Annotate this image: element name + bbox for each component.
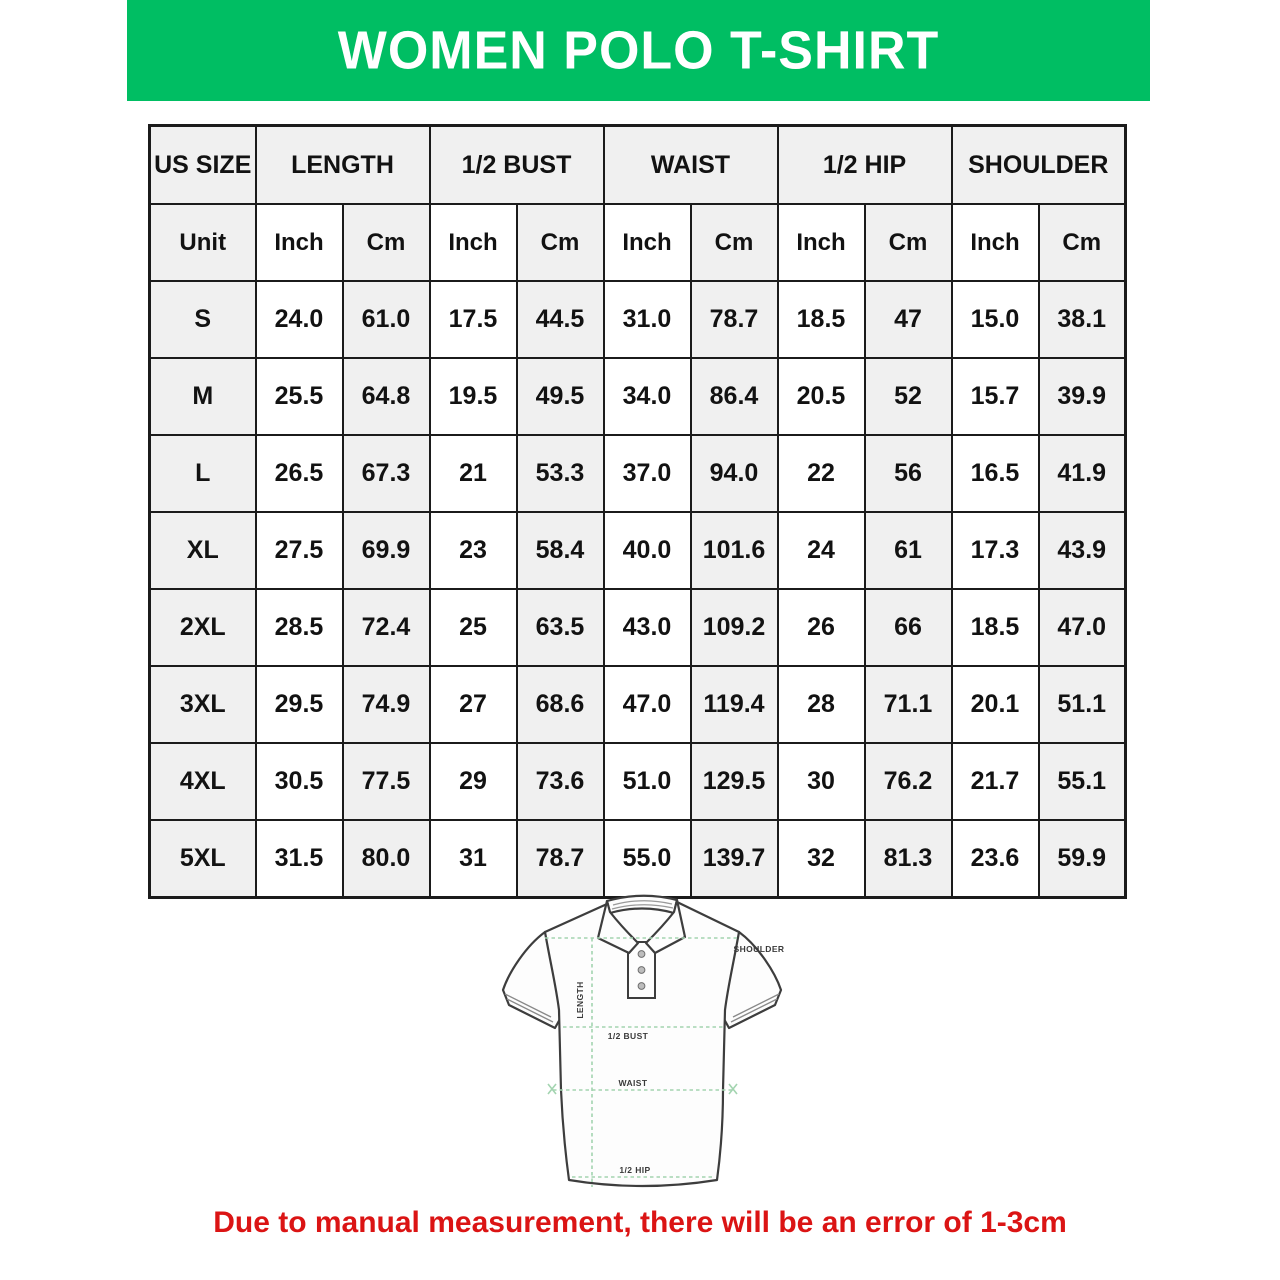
unit-header-cell: Cm [517, 204, 604, 281]
measurement-cell: 94.0 [691, 435, 778, 512]
measurement-cell: 72.4 [343, 589, 430, 666]
measurement-cell: 26.5 [256, 435, 343, 512]
measurement-cell: 47 [865, 281, 952, 358]
measurement-cell: 73.6 [517, 743, 604, 820]
measurement-cell: 31 [430, 820, 517, 898]
column-group-header: WAIST [604, 126, 778, 205]
unit-header-cell: Cm [865, 204, 952, 281]
shoulder-label: SHOULDER [733, 944, 785, 954]
unit-header-row [150, 204, 1126, 281]
measurement-cell: 30 [778, 743, 865, 820]
table-row [150, 666, 1126, 743]
column-group-header: 1/2 BUST [430, 126, 604, 205]
unit-header-cell: Cm [343, 204, 430, 281]
measurement-cell: 24.0 [256, 281, 343, 358]
measurement-cell: 23 [430, 512, 517, 589]
table-row [150, 281, 1126, 358]
size-label-cell: S [150, 281, 256, 358]
unit-header-cell: Cm [691, 204, 778, 281]
disclaimer-text: Due to manual measurement, there will be an error of 1-3cm [213, 1206, 1067, 1239]
measurement-cell: 16.5 [952, 435, 1039, 512]
measurement-cell: 21 [430, 435, 517, 512]
measurement-cell: 34.0 [604, 358, 691, 435]
measurement-cell: 27 [430, 666, 517, 743]
unit-header-cell: Inch [256, 204, 343, 281]
measurement-cell: 41.9 [1039, 435, 1126, 512]
measurement-cell: 55.1 [1039, 743, 1126, 820]
measurement-cell: 51.1 [1039, 666, 1126, 743]
bust-label: 1/2 BUST [607, 1031, 649, 1041]
size-chart-head [150, 126, 1126, 282]
measurement-cell: 15.0 [952, 281, 1039, 358]
measurement-cell: 71.1 [865, 666, 952, 743]
unit-header-cell: Inch [430, 204, 517, 281]
button [638, 967, 645, 974]
measurement-cell: 24 [778, 512, 865, 589]
measurement-cell: 53.3 [517, 435, 604, 512]
measurement-cell: 77.5 [343, 743, 430, 820]
measurement-cell: 63.5 [517, 589, 604, 666]
measurement-cell: 29 [430, 743, 517, 820]
size-label-cell: M [150, 358, 256, 435]
polo-shirt-diagram [495, 886, 805, 1198]
unit-header-cell: Inch [604, 204, 691, 281]
unit-header-cell: Inch [952, 204, 1039, 281]
measurement-cell: 43.0 [604, 589, 691, 666]
size-label-cell: 5XL [150, 820, 256, 898]
measurement-cell: 86.4 [691, 358, 778, 435]
measurement-cell: 39.9 [1039, 358, 1126, 435]
measurement-cell: 74.9 [343, 666, 430, 743]
title-banner [127, 0, 1150, 101]
measurement-cell: 59.9 [1039, 820, 1126, 898]
measurement-cell: 19.5 [430, 358, 517, 435]
size-label-cell: 3XL [150, 666, 256, 743]
size-chart-body [150, 281, 1126, 898]
measurement-cell: 28 [778, 666, 865, 743]
buttons [638, 951, 645, 990]
measurement-cell: 22 [778, 435, 865, 512]
measurement-cell: 27.5 [256, 512, 343, 589]
measurement-cell: 61.0 [343, 281, 430, 358]
waist-label: WAIST [618, 1078, 648, 1088]
size-chart-table [148, 124, 1127, 899]
measurement-cell: 29.5 [256, 666, 343, 743]
table-row [150, 435, 1126, 512]
hip-label: 1/2 HIP [619, 1165, 651, 1175]
unit-header-cell: Cm [1039, 204, 1126, 281]
measurement-cell: 49.5 [517, 358, 604, 435]
table-row [150, 512, 1126, 589]
measurement-cell: 101.6 [691, 512, 778, 589]
measurement-cell: 44.5 [517, 281, 604, 358]
measurement-cell: 109.2 [691, 589, 778, 666]
size-label-cell: 2XL [150, 589, 256, 666]
measurement-cell: 43.9 [1039, 512, 1126, 589]
measurement-cell: 18.5 [778, 281, 865, 358]
button [638, 983, 645, 990]
size-label-cell: XL [150, 512, 256, 589]
button [638, 951, 645, 958]
measurement-cell: 119.4 [691, 666, 778, 743]
column-group-header: LENGTH [256, 126, 430, 205]
measurement-cell: 67.3 [343, 435, 430, 512]
measurement-cell: 47.0 [604, 666, 691, 743]
measurement-cell: 18.5 [952, 589, 1039, 666]
measurement-cell: 17.5 [430, 281, 517, 358]
measurement-cell: 20.5 [778, 358, 865, 435]
table-row [150, 743, 1126, 820]
group-header-row [150, 126, 1126, 205]
size-label-cell: 4XL [150, 743, 256, 820]
measurement-cell: 66 [865, 589, 952, 666]
measurement-cell: 38.1 [1039, 281, 1126, 358]
column-group-header: 1/2 HIP [778, 126, 952, 205]
measurement-cell: 32 [778, 820, 865, 898]
measurement-cell: 31.5 [256, 820, 343, 898]
measurement-cell: 56 [865, 435, 952, 512]
measurement-cell: 55.0 [604, 820, 691, 898]
measurement-cell: 81.3 [865, 820, 952, 898]
measurement-cell: 139.7 [691, 820, 778, 898]
measurement-cell: 76.2 [865, 743, 952, 820]
measurement-cell: 23.6 [952, 820, 1039, 898]
measurement-cell: 40.0 [604, 512, 691, 589]
column-group-header: US SIZE [150, 126, 256, 205]
measurement-cell: 31.0 [604, 281, 691, 358]
size-label-cell: L [150, 435, 256, 512]
measurement-cell: 51.0 [604, 743, 691, 820]
measurement-cell: 26 [778, 589, 865, 666]
measurement-cell: 58.4 [517, 512, 604, 589]
measurement-cell: 15.7 [952, 358, 1039, 435]
measurement-cell: 68.6 [517, 666, 604, 743]
measurement-cell: 129.5 [691, 743, 778, 820]
measurement-cell: 25 [430, 589, 517, 666]
measurement-cell: 69.9 [343, 512, 430, 589]
measurement-cell: 64.8 [343, 358, 430, 435]
measurement-cell: 25.5 [256, 358, 343, 435]
measurement-cell: 30.5 [256, 743, 343, 820]
measurement-cell: 80.0 [343, 820, 430, 898]
measurement-cell: 78.7 [691, 281, 778, 358]
measurement-cell: 28.5 [256, 589, 343, 666]
page-title: WOMEN POLO T-SHIRT [337, 20, 940, 81]
table-row [150, 358, 1126, 435]
column-group-header: SHOULDER [952, 126, 1126, 205]
unit-header-cell: Unit [150, 204, 256, 281]
measurement-cell: 61 [865, 512, 952, 589]
measurement-cell: 20.1 [952, 666, 1039, 743]
length-label: LENGTH [575, 981, 585, 1019]
measurement-cell: 52 [865, 358, 952, 435]
measurement-cell: 78.7 [517, 820, 604, 898]
unit-header-cell: Inch [778, 204, 865, 281]
measurement-cell: 17.3 [952, 512, 1039, 589]
table-row [150, 589, 1126, 666]
measurement-cell: 21.7 [952, 743, 1039, 820]
measurement-cell: 47.0 [1039, 589, 1126, 666]
size-chart-section [148, 124, 1127, 899]
measurement-cell: 37.0 [604, 435, 691, 512]
